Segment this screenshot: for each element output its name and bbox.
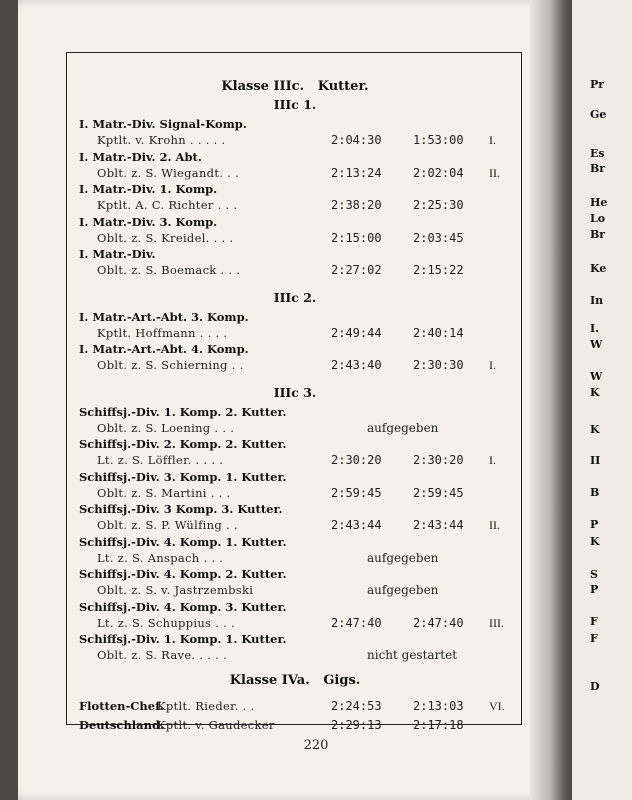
result-note: aufgegeben bbox=[367, 550, 439, 565]
placing: I. bbox=[489, 358, 496, 372]
result-entry bbox=[79, 150, 519, 186]
result-note: aufgegeben bbox=[367, 420, 439, 435]
facing-page-fragment: W bbox=[590, 338, 603, 351]
raw-time: 2:24:53 bbox=[331, 698, 382, 713]
result-entry bbox=[79, 600, 519, 636]
facing-page-fragment: I. bbox=[590, 322, 599, 335]
corrected-time: 2:15:22 bbox=[413, 263, 464, 277]
facing-page-fragment: Ge bbox=[590, 108, 607, 121]
skipper-name: Oblt. z. S. Rave. . . . . bbox=[97, 648, 228, 662]
placing: I. bbox=[489, 453, 496, 467]
facing-page-fragment: K bbox=[590, 535, 600, 548]
corrected-time: 2:47:40 bbox=[413, 615, 464, 630]
raw-time: 2:30:20 bbox=[331, 453, 382, 467]
group-title: IIIc 1. bbox=[273, 97, 317, 112]
raw-time: 2:49:44 bbox=[331, 325, 382, 340]
class-label: Klasse IVa. bbox=[229, 672, 310, 688]
raw-time: 2:38:20 bbox=[331, 198, 382, 212]
group-title: IIIc 2. bbox=[273, 289, 317, 305]
unit-name: Schiffsj.-Div. 3 Komp. 3. Kutter. bbox=[79, 502, 283, 516]
skipper-name: Lt. z. S. Anspach . . . bbox=[97, 550, 224, 565]
corrected-time: 2:13:03 bbox=[413, 698, 464, 713]
result-note: nicht gestartet bbox=[367, 648, 458, 662]
corrected-time: 2:03:45 bbox=[413, 230, 464, 245]
result-entry bbox=[79, 470, 519, 506]
facing-page-fragment: Es bbox=[590, 147, 605, 160]
facing-page-fragment: In bbox=[590, 294, 604, 307]
skipper-name: Lt. z. S. Schuppius . . . bbox=[97, 615, 235, 630]
unit-name: Deutschland. bbox=[79, 717, 165, 732]
group-title: IIIc 3. bbox=[273, 384, 317, 400]
page-number: 220 bbox=[303, 738, 329, 753]
placing: VI. bbox=[489, 698, 505, 713]
skipper-name: Oblt. z. S. Schierning . . bbox=[97, 358, 244, 372]
result-entry bbox=[79, 182, 519, 218]
skipper-name: Oblt. z. S. Boemack . . . bbox=[97, 263, 241, 277]
result-entry bbox=[79, 567, 519, 603]
facing-page-fragment: Pr bbox=[590, 78, 605, 91]
raw-time: 2:27:02 bbox=[331, 263, 382, 277]
skipper-name: Kptlt. Rieder. . . bbox=[157, 698, 255, 713]
class-heading-iva bbox=[67, 673, 523, 688]
raw-time: 2:04:30 bbox=[331, 133, 382, 147]
skipper-name: Kptlt. Hoffmann . . . . bbox=[97, 325, 228, 340]
raw-time: 2:47:40 bbox=[331, 615, 382, 630]
facing-page-fragment: W bbox=[590, 370, 603, 383]
result-entry bbox=[79, 632, 519, 668]
corrected-time: 2:43:44 bbox=[413, 518, 464, 532]
raw-time: 2:13:24 bbox=[331, 165, 382, 180]
facing-page-fragment: K bbox=[590, 386, 600, 399]
facing-page-fragment: S bbox=[590, 568, 598, 581]
unit-name: Schiffsj.-Div. 4. Komp. 2. Kutter. bbox=[79, 567, 287, 581]
facing-page-fragment: He bbox=[590, 196, 608, 209]
skipper-name: Oblt. z. S. Wiegandt. . . bbox=[97, 165, 240, 180]
class-heading-iiic bbox=[67, 79, 523, 94]
unit-name: Schiffsj.-Div. 1. Komp. 1. Kutter. bbox=[79, 632, 287, 646]
result-entry bbox=[79, 247, 519, 283]
unit-name: Schiffsj.-Div. 4. Komp. 1. Kutter. bbox=[79, 534, 287, 549]
facing-page-fragment: F bbox=[590, 615, 598, 628]
placing: III. bbox=[489, 615, 504, 630]
placing: I. bbox=[489, 133, 496, 147]
raw-time: 2:43:40 bbox=[331, 358, 382, 372]
facing-page-fragment: F bbox=[590, 632, 598, 645]
result-entry bbox=[79, 535, 519, 571]
unit-name: Schiffsj.-Div. 2. Komp. 2. Kutter. bbox=[79, 437, 287, 451]
facing-page-fragment: Br bbox=[590, 162, 606, 175]
result-entry bbox=[79, 342, 519, 378]
skipper-name: Kptlt. v. Gaudecker bbox=[157, 717, 275, 732]
placing: II. bbox=[489, 518, 500, 532]
unit-name: I. Matr.-Div. bbox=[79, 247, 156, 261]
facing-page-fragment: B bbox=[590, 486, 600, 499]
results-frame bbox=[66, 52, 522, 732]
corrected-time: 2:25:30 bbox=[413, 198, 464, 212]
result-entry bbox=[79, 215, 519, 251]
facing-page-fragment: Br bbox=[590, 228, 606, 241]
corrected-time: 1:53:00 bbox=[413, 133, 464, 147]
result-entry bbox=[79, 310, 519, 346]
boat-label: Gigs. bbox=[323, 672, 361, 688]
result-entry bbox=[79, 437, 519, 473]
unit-name: I. Matr.-Art.-Abt. 3. Komp. bbox=[79, 309, 249, 324]
raw-time: 2:29:13 bbox=[331, 717, 382, 732]
facing-page-fragment: Lo bbox=[590, 212, 606, 225]
skipper-name: Oblt. z. S. v. Jastrzembski bbox=[97, 583, 254, 597]
corrected-time: 2:30:30 bbox=[413, 358, 464, 372]
unit-name: I. Matr.-Div. Signal-Komp. bbox=[79, 117, 247, 131]
unit-name: Schiffsj.-Div. 4. Komp. 3. Kutter. bbox=[79, 599, 287, 614]
corrected-time: 2:40:14 bbox=[413, 325, 464, 340]
skipper-name: Oblt. z. S. Martini . . . bbox=[97, 485, 231, 500]
gig-entry bbox=[79, 699, 519, 717]
unit-name: I. Matr.-Div. 3. Komp. bbox=[79, 214, 218, 229]
unit-name: I. Matr.-Div. 1. Komp. bbox=[79, 182, 218, 196]
result-entry bbox=[79, 405, 519, 441]
facing-page-fragment: K bbox=[590, 423, 600, 436]
result-note: aufgegeben bbox=[367, 583, 439, 597]
raw-time: 2:59:45 bbox=[331, 485, 382, 500]
corrected-time: 2:30:20 bbox=[413, 453, 464, 467]
facing-page-fragment: Ke bbox=[590, 262, 607, 275]
gig-entry bbox=[79, 718, 519, 736]
boat-label: Kutter. bbox=[317, 79, 369, 94]
class-label: Klasse IIIc. bbox=[221, 79, 305, 94]
facing-page-fragment: D bbox=[590, 680, 600, 693]
skipper-name: Oblt. z. S. P. Wülfing . . bbox=[97, 518, 238, 532]
unit-name: I. Matr.-Div. 2. Abt. bbox=[79, 149, 202, 164]
unit-name: I. Matr.-Art.-Abt. 4. Komp. bbox=[79, 342, 249, 356]
raw-time: 2:15:00 bbox=[331, 230, 382, 245]
skipper-name: Lt. z. S. Löffler. . . . . bbox=[97, 453, 224, 467]
skipper-name: Kptlt. A. C. Richter . . . bbox=[97, 198, 238, 212]
skipper-name: Kptlt. v. Krohn . . . . . bbox=[97, 133, 226, 147]
result-entry bbox=[79, 117, 519, 153]
unit-name: Schiffsj.-Div. 1. Komp. 2. Kutter. bbox=[79, 404, 287, 419]
raw-time: 2:43:44 bbox=[331, 518, 382, 532]
corrected-time: 2:02:04 bbox=[413, 165, 464, 180]
unit-name: Flotten-Chef. bbox=[79, 698, 164, 713]
skipper-name: Oblt. z. S. Kreidel. . . . bbox=[97, 230, 234, 245]
unit-name: Schiffsj.-Div. 3. Komp. 1. Kutter. bbox=[79, 469, 287, 484]
placing: II. bbox=[489, 165, 500, 180]
skipper-name: Oblt. z. S. Loening . . . bbox=[97, 420, 235, 435]
facing-page-fragment: P bbox=[590, 518, 599, 531]
corrected-time: 2:17:18 bbox=[413, 717, 464, 732]
result-entry bbox=[79, 502, 519, 538]
facing-page-fragment: II bbox=[590, 454, 601, 467]
corrected-time: 2:59:45 bbox=[413, 485, 464, 500]
facing-page-fragment: P bbox=[590, 583, 599, 596]
